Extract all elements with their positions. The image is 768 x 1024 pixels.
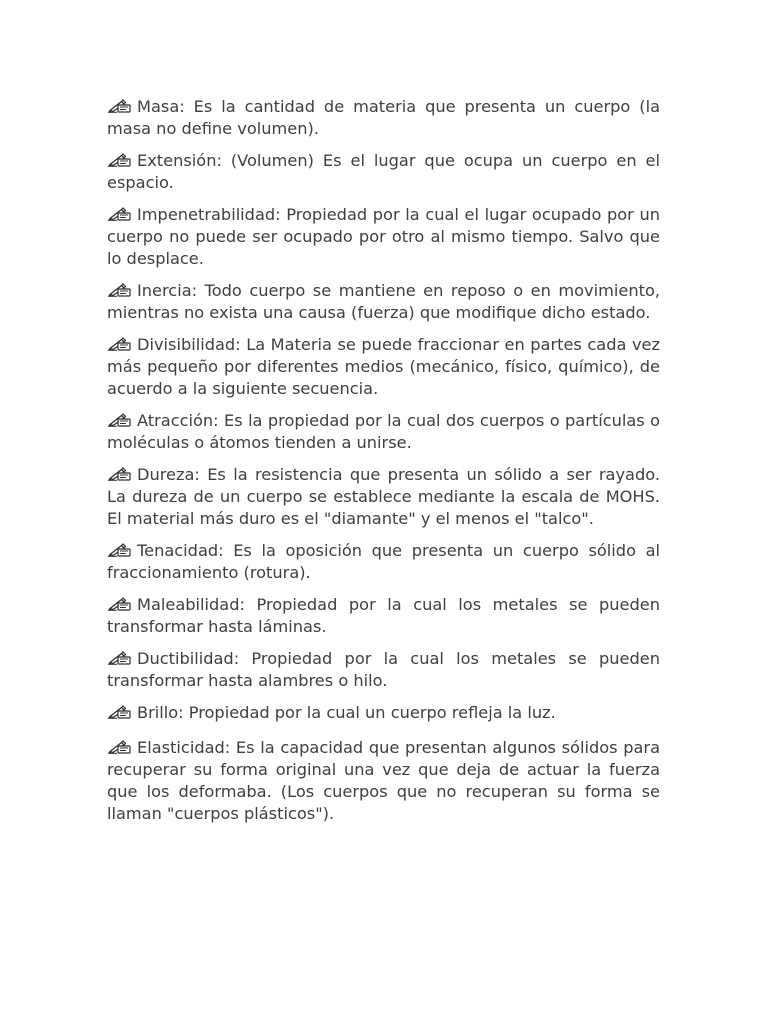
property-text: Divisibilidad: La Materia se puede fraccionar en partes cada vez más pequeño por diferentes medios (mecánico, físico, químico), de acuerdo a la siguiente secuencia. bbox=[107, 335, 660, 398]
property-text: Elasticidad: Es la capacidad que presentan algunos sólidos para recuperar su forma original una vez que deja de actuar la fuerza que los deformaba. (Los cuerpos que no recuperan su forma se llaman "cuerpos plásticos"). bbox=[107, 738, 660, 823]
writing-hand-icon bbox=[107, 152, 131, 167]
writing-hand-icon bbox=[107, 336, 131, 351]
property-inercia bbox=[107, 280, 660, 324]
property-text: Atracción: Es la propiedad por la cual dos cuerpos o partículas o moléculas o átomos tienden a unirse. bbox=[107, 411, 660, 452]
writing-hand-icon bbox=[107, 542, 131, 557]
property-text: Ductibilidad: Propiedad por la cual los metales se pueden transformar hasta alambres o hilo. bbox=[107, 649, 660, 690]
property-atraccion bbox=[107, 410, 660, 454]
document-page bbox=[107, 96, 660, 835]
writing-hand-icon bbox=[107, 98, 131, 113]
property-text: Tenacidad: Es la oposición que presenta un cuerpo sólido al fraccionamiento (rotura). bbox=[107, 541, 660, 582]
property-text: Masa: Es la cantidad de materia que presenta un cuerpo (la masa no define volumen). bbox=[107, 97, 660, 138]
property-text: Dureza: Es la resistencia que presenta un sólido a ser rayado. La dureza de un cuerpo se establece mediante la escala de MOHS. El material más duro es el "diamante" y el menos el "talco". bbox=[107, 465, 660, 528]
writing-hand-icon bbox=[107, 704, 131, 719]
property-text: Extensión: (Volumen) Es el lugar que ocupa un cuerpo en el espacio. bbox=[107, 151, 660, 192]
writing-hand-icon bbox=[107, 412, 131, 427]
writing-hand-icon bbox=[107, 206, 131, 221]
property-text: Maleabilidad: Propiedad por la cual los metales se pueden transformar hasta láminas. bbox=[107, 595, 660, 636]
property-masa bbox=[107, 96, 660, 140]
property-ductibilidad bbox=[107, 648, 660, 692]
writing-hand-icon bbox=[107, 650, 131, 665]
writing-hand-icon bbox=[107, 466, 131, 481]
property-text: Brillo: Propiedad por la cual un cuerpo refleja la luz. bbox=[137, 703, 556, 722]
writing-hand-icon bbox=[107, 739, 131, 754]
property-text: Inercia: Todo cuerpo se mantiene en reposo o en movimiento, mientras no exista una causa (fuerza) que modifique dicho estado. bbox=[107, 281, 660, 322]
property-text: Impenetrabilidad: Propiedad por la cual el lugar ocupado por un cuerpo no puede ser ocupado por otro al mismo tiempo. Salvo que lo desplace. bbox=[107, 205, 660, 268]
writing-hand-icon bbox=[107, 282, 131, 297]
property-impenetrabilidad bbox=[107, 204, 660, 270]
property-elasticidad bbox=[107, 737, 660, 825]
property-maleabilidad bbox=[107, 594, 660, 638]
property-tenacidad bbox=[107, 540, 660, 584]
property-brillo bbox=[107, 702, 660, 724]
property-extension bbox=[107, 150, 660, 194]
property-dureza bbox=[107, 464, 660, 530]
property-divisibilidad bbox=[107, 334, 660, 400]
writing-hand-icon bbox=[107, 596, 131, 611]
